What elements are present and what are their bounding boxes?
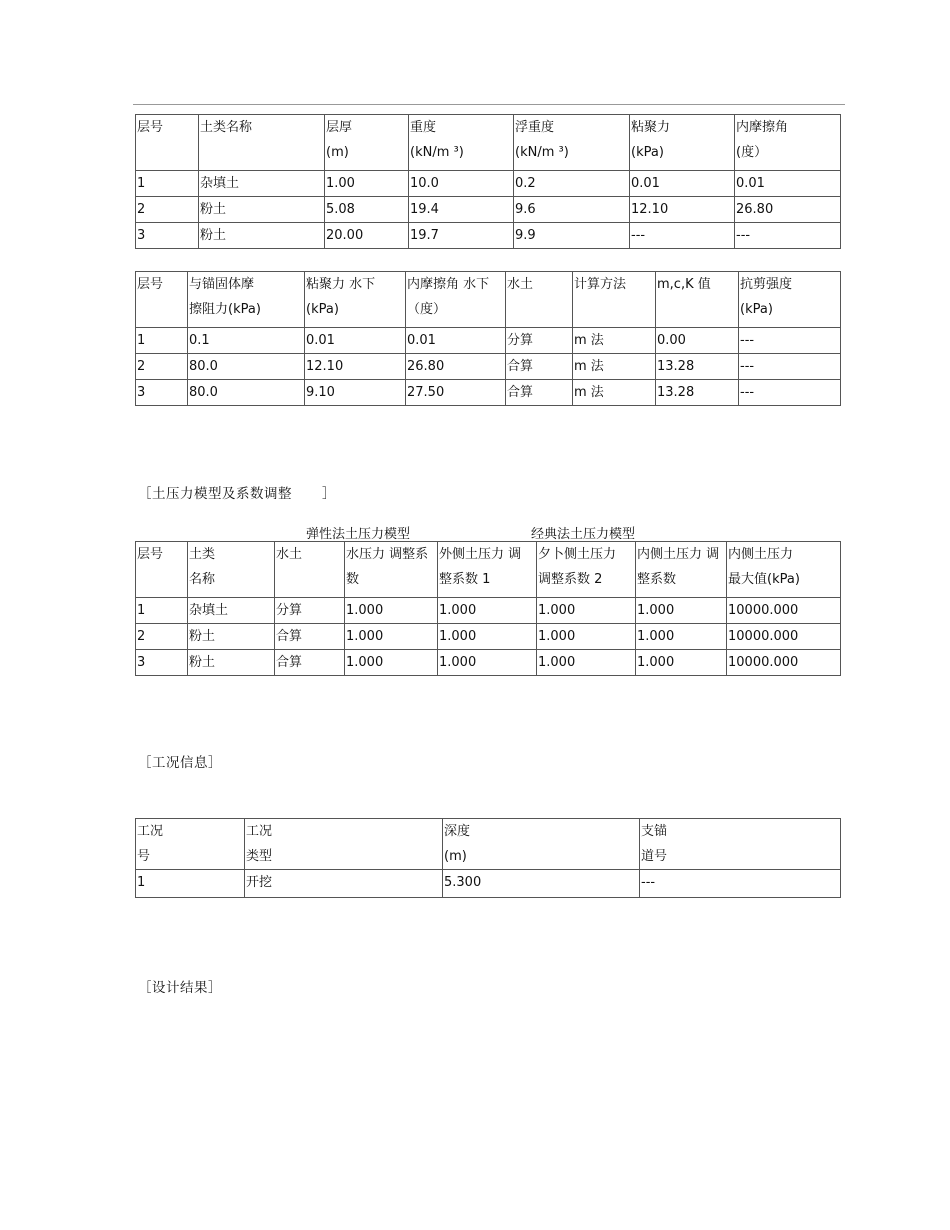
table-cell: --- xyxy=(739,380,841,406)
table-cell: 开挖 xyxy=(245,870,443,898)
table-row xyxy=(136,223,841,249)
table-cell: 合算 xyxy=(275,624,345,650)
table-cell: 1 xyxy=(136,171,199,197)
table-cell: 10000.000 xyxy=(727,598,841,624)
table-cell: 0.01 xyxy=(735,171,841,197)
header-cell: 与锚固体摩 擦阻力(kPa) xyxy=(188,272,305,328)
table-row xyxy=(136,624,841,650)
table-cell: 1.000 xyxy=(636,598,727,624)
header-cell: 计算方法 xyxy=(573,272,656,328)
header-cell: 层号 xyxy=(136,115,199,171)
table-cell: 0.1 xyxy=(188,328,305,354)
working-condition-table xyxy=(135,818,841,898)
header-cell: 内摩擦角 (度） xyxy=(735,115,841,171)
table-cell: 粉土 xyxy=(199,197,325,223)
table-cell: 27.50 xyxy=(406,380,506,406)
table-cell: 1 xyxy=(136,870,245,898)
table-row xyxy=(136,197,841,223)
anchor-param-table xyxy=(135,271,841,406)
table-cell: 1.000 xyxy=(345,650,438,676)
table-cell: 9.10 xyxy=(305,380,406,406)
table-row xyxy=(136,354,841,380)
soil-layer-table xyxy=(135,114,841,249)
table-cell: 2 xyxy=(136,197,199,223)
table-cell: 20.00 xyxy=(325,223,409,249)
table-header-row xyxy=(136,542,841,598)
header-cell: 深度 (m) xyxy=(443,819,640,870)
table-cell: 10000.000 xyxy=(727,650,841,676)
table-cell: 10.0 xyxy=(409,171,514,197)
table-cell: 粉土 xyxy=(188,650,275,676)
header-cell: m,c,K 值 xyxy=(656,272,739,328)
table-cell: m 法 xyxy=(573,354,656,380)
header-cell: 重度 (kN/m ³) xyxy=(409,115,514,171)
header-cell: 工况 类型 xyxy=(245,819,443,870)
table-cell: 5.08 xyxy=(325,197,409,223)
table-cell: m 法 xyxy=(573,380,656,406)
table-cell: 1.000 xyxy=(345,598,438,624)
table-cell: 13.28 xyxy=(656,380,739,406)
table-row xyxy=(136,380,841,406)
header-cell: 粘聚力 (kPa) xyxy=(630,115,735,171)
table-header-row xyxy=(136,115,841,171)
elastic-model-caption: 弹性法土压力模型 xyxy=(306,527,411,542)
table-cell: 1 xyxy=(136,328,188,354)
table-cell: 1.000 xyxy=(636,650,727,676)
header-cell: 水土 xyxy=(506,272,573,328)
table-cell: 10000.000 xyxy=(727,624,841,650)
table-cell: 12.10 xyxy=(630,197,735,223)
table-row xyxy=(136,328,841,354)
table-cell: 粉土 xyxy=(188,624,275,650)
header-cell: 工况 号 xyxy=(136,819,245,870)
table-cell: 26.80 xyxy=(735,197,841,223)
header-cell: 内侧土压力 调 整系数 xyxy=(636,542,727,598)
header-cell: 层厚 (m) xyxy=(325,115,409,171)
table-cell: 合算 xyxy=(275,650,345,676)
table-cell: 1.00 xyxy=(325,171,409,197)
table-cell: 1.000 xyxy=(537,624,636,650)
table-cell: 0.01 xyxy=(305,328,406,354)
table-cell: 9.6 xyxy=(514,197,630,223)
header-cell: 内侧土压力 最大值(kPa) xyxy=(727,542,841,598)
table-cell: 13.28 xyxy=(656,354,739,380)
table-cell: 26.80 xyxy=(406,354,506,380)
table-cell: 80.0 xyxy=(188,380,305,406)
table-header-row xyxy=(136,272,841,328)
table-cell: --- xyxy=(640,870,841,898)
table-cell: 12.10 xyxy=(305,354,406,380)
table-cell: 1.000 xyxy=(537,650,636,676)
table-cell: 0.01 xyxy=(406,328,506,354)
header-cell: 支锚 道号 xyxy=(640,819,841,870)
table-cell: --- xyxy=(739,328,841,354)
section-heading-result: ［设计结果］ xyxy=(138,980,222,996)
section-heading-pressure: ［土压力模型及系数调整 ］ xyxy=(138,486,336,502)
table-cell: 0.00 xyxy=(656,328,739,354)
header-cell: 浮重度 (kN/m ³) xyxy=(514,115,630,171)
table-row xyxy=(136,171,841,197)
table-cell: 分算 xyxy=(275,598,345,624)
table-cell: --- xyxy=(735,223,841,249)
table-cell: 1 xyxy=(136,598,188,624)
table-cell: 1.000 xyxy=(438,624,537,650)
table-cell: 0.01 xyxy=(630,171,735,197)
table-cell: 3 xyxy=(136,380,188,406)
header-cell: 水压力 调整系 数 xyxy=(345,542,438,598)
table-cell: 2 xyxy=(136,354,188,380)
table-cell: 80.0 xyxy=(188,354,305,380)
table-cell: 合算 xyxy=(506,354,573,380)
header-cell: 夕卜侧土压力 调整系数 2 xyxy=(537,542,636,598)
table-cell: 分算 xyxy=(506,328,573,354)
header-cell: 水土 xyxy=(275,542,345,598)
header-cell: 内摩擦角 水下 （度） xyxy=(406,272,506,328)
header-cell: 土类名称 xyxy=(199,115,325,171)
table-cell: 0.2 xyxy=(514,171,630,197)
table-cell: --- xyxy=(630,223,735,249)
table-cell: 1.000 xyxy=(345,624,438,650)
header-cell: 土类 名称 xyxy=(188,542,275,598)
table-cell: 2 xyxy=(136,624,188,650)
table-cell: 粉土 xyxy=(199,223,325,249)
table-header-row xyxy=(136,819,841,870)
header-cell: 层号 xyxy=(136,272,188,328)
table-cell: 1.000 xyxy=(438,598,537,624)
table-row xyxy=(136,870,841,898)
table-cell: 19.4 xyxy=(409,197,514,223)
header-cell: 外侧土压力 调 整系数 1 xyxy=(438,542,537,598)
table-cell: 9.9 xyxy=(514,223,630,249)
section-heading-condition: ［工况信息］ xyxy=(138,755,222,771)
pressure-coefficient-table xyxy=(135,541,841,676)
table-cell: --- xyxy=(739,354,841,380)
table-cell: m 法 xyxy=(573,328,656,354)
table-cell: 3 xyxy=(136,223,199,249)
table-row xyxy=(136,650,841,676)
table-cell: 19.7 xyxy=(409,223,514,249)
header-cell: 层号 xyxy=(136,542,188,598)
table-cell: 1.000 xyxy=(438,650,537,676)
table-cell: 杂填土 xyxy=(199,171,325,197)
classic-model-caption: 经典法土压力模型 xyxy=(531,527,636,542)
top-rule xyxy=(133,104,845,105)
table-cell: 杂填土 xyxy=(188,598,275,624)
table-row xyxy=(136,598,841,624)
header-cell: 抗剪强度 (kPa) xyxy=(739,272,841,328)
table-cell: 3 xyxy=(136,650,188,676)
table-cell: 1.000 xyxy=(537,598,636,624)
header-cell: 粘聚力 水下 (kPa) xyxy=(305,272,406,328)
table-cell: 1.000 xyxy=(636,624,727,650)
table-cell: 5.300 xyxy=(443,870,640,898)
table-cell: 合算 xyxy=(506,380,573,406)
